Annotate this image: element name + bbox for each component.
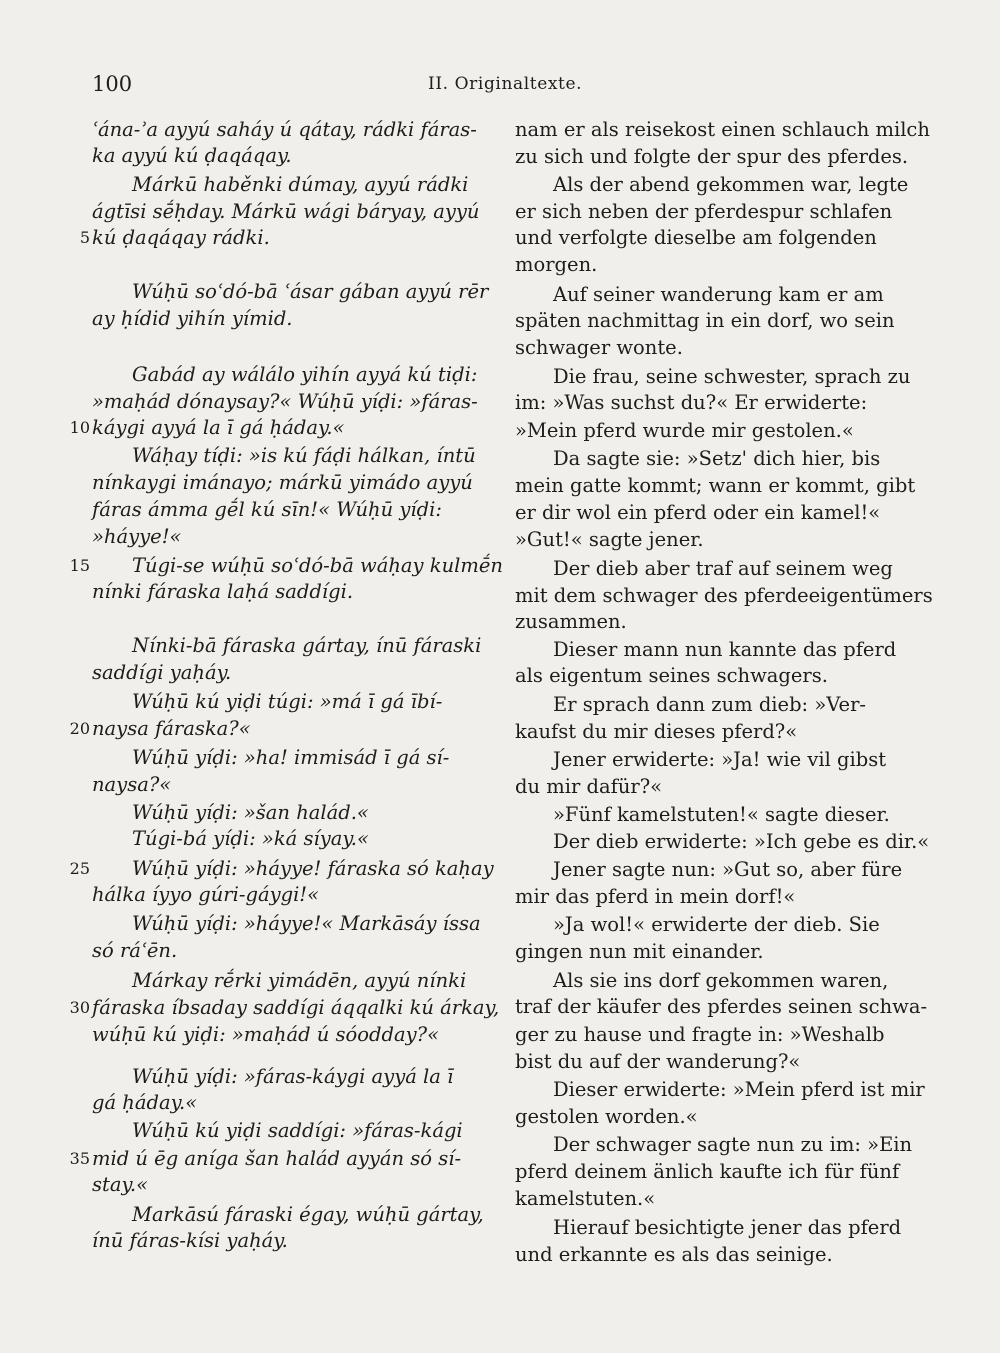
somali-line: ínū fáras-kísi yaḥáy. (92, 1229, 288, 1252)
somali-line: Wúḥū kú yiḍi túgi: »má ī gá ībí- (132, 690, 443, 713)
german-line: Die frau, seine schwester, sprach zu (553, 365, 911, 388)
german-line: und verfolgte dieselbe am folgenden (515, 226, 877, 249)
german-line: mit dem schwager des pferdeeigentümers (515, 584, 933, 607)
german-line: Dieser mann nun kannte das pferd (553, 638, 897, 661)
somali-line: Wúḥū yíḍi: »háyye! fáraska só kaḥay (132, 857, 494, 880)
somali-line: naysa fáraska?« (92, 717, 251, 740)
german-line: »Mein pferd wurde mir gestolen.« (515, 419, 854, 442)
german-line: schwager wonte. (515, 336, 683, 359)
line-number: 10 (69, 418, 90, 437)
german-line: er sich neben der pferdespur schlafen (515, 200, 893, 223)
german-line: Der dieb erwiderte: »Ich gebe es dir.« (553, 830, 930, 853)
german-line: Jener sagte nun: »Gut so, aber füre (553, 858, 903, 881)
somali-line: Wúḥū soʿdó-bā ʿásar gában ayyú rēr (132, 280, 489, 303)
somali-line: ʿána-ʾa ayyú saháy ú qátay, rádki fáras- (92, 118, 477, 141)
german-line: und erkannte es als das seinige. (515, 1243, 833, 1266)
somali-line: Gabád ay wálálo yihín ayyá kú tiḍi: (132, 363, 478, 386)
german-line: er dir wol ein pferd oder ein kamel!« (515, 501, 881, 524)
somali-line: fáras ámma gḗl kú sīn!« Wúḥū yíḍi: (92, 498, 442, 521)
somali-line: wúḥū kú yiḍi: »maḥád ú sóodday?« (92, 1023, 440, 1046)
german-line: gingen nun mit einander. (515, 940, 764, 963)
german-line: bist du auf der wanderung?« (515, 1050, 801, 1073)
german-line: Er sprach dann zum dieb: »Ver- (553, 693, 866, 716)
somali-line: Túgi-se wúḥū soʿdó-bā wáḥay kulmḗn (132, 554, 503, 577)
somali-line: gá ḥáday.« (92, 1091, 198, 1114)
german-line: Der dieb aber traf auf seinem weg (553, 557, 893, 580)
somali-line: Wáḥay tíḍi: »is kú fáḍi hálkan, íntū (132, 444, 476, 467)
somali-line: »háyye!« (92, 525, 182, 548)
somali-line: Wúḥū kú yiḍi saddígi: »fáras-kági (132, 1119, 463, 1142)
line-number: 20 (69, 719, 90, 738)
german-line: Dieser erwiderte: »Mein pferd ist mir (553, 1078, 925, 1101)
line-number: 15 (69, 556, 90, 575)
somali-line: nínkaygi imánayo; márkū yimádo ayyú (92, 471, 473, 494)
somali-line: hálka íyyo gúri-gáygi!« (92, 883, 320, 906)
line-number: 5 (79, 228, 90, 247)
somali-line: ágtīsi sḗḥday. Márkū wági báryay, ayyú (92, 200, 480, 223)
page-number: 100 (92, 72, 133, 96)
german-line: kaufst du mir dieses pferd?« (515, 720, 798, 743)
german-line: Als der abend gekommen war, legte (553, 173, 909, 196)
german-line: »Ja wol!« erwiderte der dieb. Sie (553, 913, 880, 936)
somali-line: nínki fáraska laḥá saddígi. (92, 580, 354, 603)
somali-line: kú ḍaqáqay rádki. (92, 226, 270, 249)
running-head: II. Originaltexte. (428, 74, 583, 94)
german-line: traf der käufer des pferdes seinen schwa- (515, 995, 928, 1018)
line-number: 30 (69, 998, 90, 1017)
german-line: gestolen worden.« (515, 1105, 698, 1128)
somali-line: saddígi yaḥáy. (92, 661, 232, 684)
somali-line: ka ayyú kú ḍaqáqay. (92, 144, 292, 167)
german-line: Jener erwiderte: »Ja! wie vil gibst (553, 748, 887, 771)
somali-line: Túgi-bá yíḍi: »ká síyay.« (132, 827, 369, 850)
german-line: zu sich und folgte der spur des pferdes. (515, 145, 909, 168)
somali-line: Wúḥū yíḍi: »fáras-káygi ayyá la ī (132, 1065, 454, 1088)
somali-line: káygi ayyá la ī gá ḥáday.« (92, 416, 345, 439)
somali-line: ay ḥídid yihín yímid. (92, 307, 293, 330)
somali-line: stay.« (92, 1173, 149, 1196)
german-line: kamelstuten.« (515, 1187, 656, 1210)
german-line: als eigentum seines schwagers. (515, 664, 828, 687)
somali-line: Nínki-bā fáraska gártay, ínū fáraski (132, 634, 482, 657)
german-line: mir das pferd in mein dorf!« (515, 885, 796, 908)
german-line: Als sie ins dorf gekommen waren, (553, 969, 889, 992)
somali-line: Wúḥū yíḍi: »šan halád.« (132, 801, 369, 824)
somali-line: mid ú ēg aníga šan halád ayyán só sí- (92, 1147, 462, 1170)
german-line: zusammen. (515, 610, 627, 633)
german-line: »Fünf kamelstuten!« sagte dieser. (553, 803, 890, 826)
german-line: Der schwager sagte nun zu im: »Ein (553, 1133, 913, 1156)
somali-line: »maḥád dónaysay?« Wúḥū yíḍi: »fáras- (92, 390, 478, 413)
german-line: nam er als reisekost einen schlauch milch (515, 118, 930, 141)
somali-line: naysa?« (92, 773, 172, 796)
somali-line: Markāsú fáraski égay, wúḥū gártay, (132, 1203, 484, 1226)
german-line: morgen. (515, 253, 598, 276)
somali-line: Márkū haběnki dúmay, ayyú rádki (132, 173, 469, 196)
german-line: ger zu hause und fragte in: »Weshalb (515, 1023, 885, 1046)
somali-line: só ráʿēn. (92, 939, 178, 962)
line-number: 35 (69, 1149, 90, 1168)
german-line: Auf seiner wanderung kam er am (553, 283, 884, 306)
german-line: mein gatte kommt; wann er kommt, gibt (515, 474, 916, 497)
line-number: 25 (69, 859, 90, 878)
somali-line: Wúḥū yíḍi: »ha! immisád ī gá sí- (132, 746, 450, 769)
german-line: pferd deinem änlich kaufte ich für fünf (515, 1160, 900, 1183)
german-line: im: »Was suchst du?« Er erwiderte: (515, 391, 868, 414)
german-line: du mir dafür?« (515, 775, 663, 798)
german-line: »Gut!« sagte jener. (515, 528, 704, 551)
german-line: Da sagte sie: »Setz' dich hier, bis (553, 447, 881, 470)
german-line: Hierauf besichtigte jener das pferd (553, 1216, 902, 1239)
german-line: späten nachmittag in ein dorf, wo sein (515, 309, 895, 332)
somali-line: fáraska íbsaday saddígi áqqalki kú árkay, (92, 996, 500, 1019)
somali-line: Márkay rḗrki yimádēn, ayyú nínki (132, 969, 467, 992)
somali-line: Wúḥū yíḍi: »háyye!« Markāsáy íssa (132, 912, 481, 935)
